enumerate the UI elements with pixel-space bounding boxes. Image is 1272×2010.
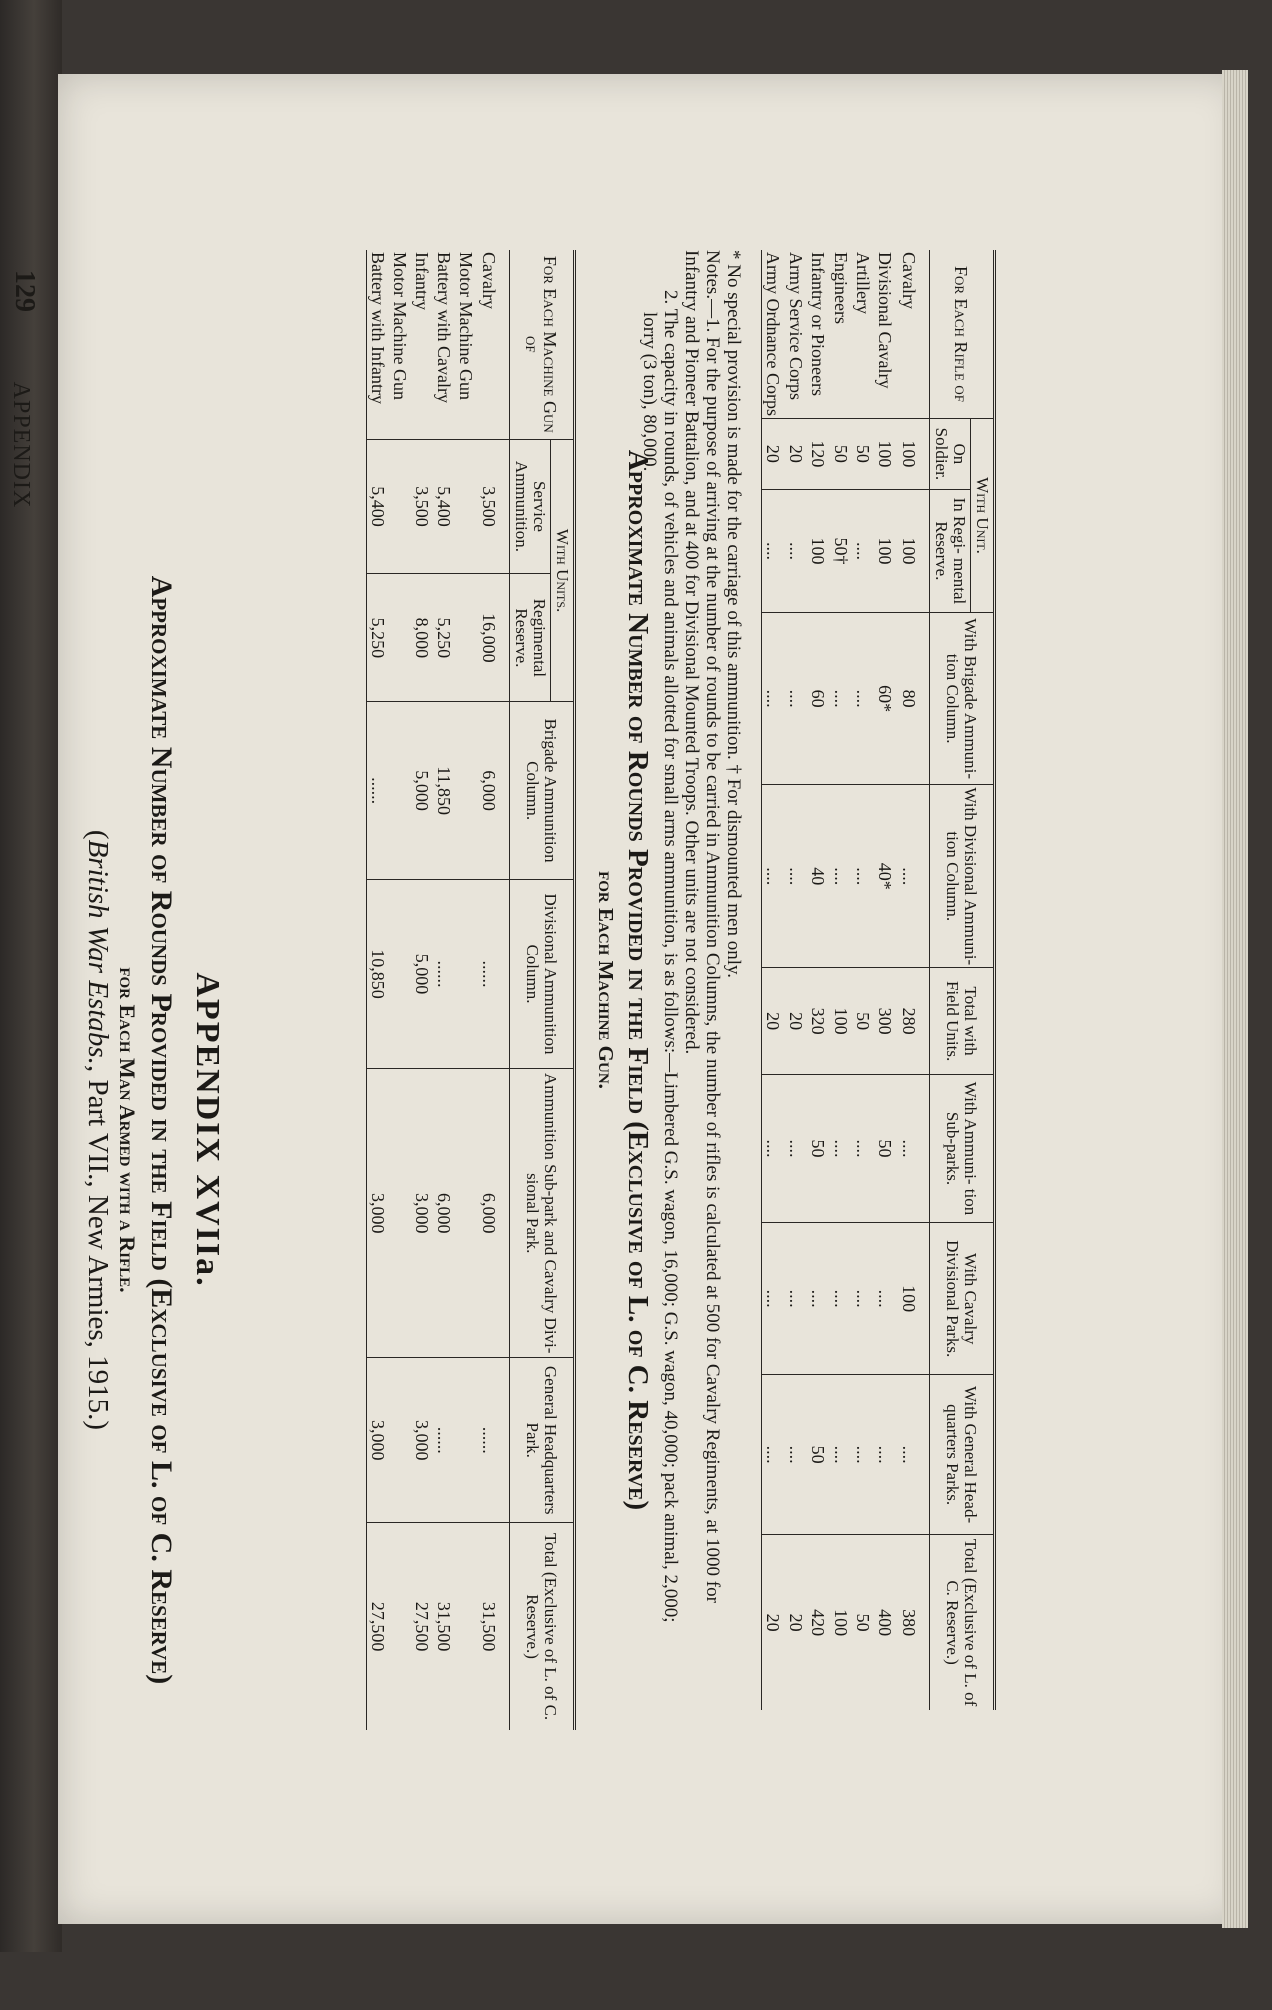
rifle-table-column-header: With Ammuni- tion Sub-parks. (930, 1074, 995, 1223)
rifle-table-cell: .... (829, 613, 851, 785)
rifle-table-cell: .... (852, 613, 874, 785)
rifle-table-cell: 50† (829, 489, 851, 612)
machine-gun-table-row (389, 250, 411, 1730)
rifle-table-row-label: Divisional Cavalry (875, 252, 896, 389)
title-machine-gun-line2: for Each Machine Gun. (594, 871, 618, 1089)
machine-gun-table-cell: 3,500 (411, 439, 433, 574)
title-rifle-line2: for Each Man Armed with a Rifle. (115, 967, 140, 1293)
machine-gun-table-column-header: Divisional Ammunition Column. (510, 879, 575, 1068)
rifle-table-cell: 60 (807, 613, 829, 785)
rifle-table-cell: 100 (897, 1223, 930, 1375)
rifle-table-cell: 100 (829, 968, 851, 1074)
rotated-page-content (0, 250, 1096, 2010)
machine-gun-table-cell (389, 439, 411, 574)
rifle-table-cell: 60* (874, 613, 896, 785)
rifle-table-cell: .... (852, 1223, 874, 1375)
machine-gun-table-row-label: Motor Machine Gun (456, 252, 477, 400)
rifle-table-cell: .... (829, 1223, 851, 1375)
rifle-table-cell: 100 (829, 1535, 851, 1710)
rifle-table-column-header: Total (Exclusive of L. of C. Reserve.) (930, 1535, 995, 1710)
rifle-table-cell: 50 (852, 418, 874, 489)
machine-gun-table-cell: 3,000 (367, 1069, 390, 1358)
machine-gun-table-cell (455, 574, 477, 702)
machine-gun-table-cell: 16,000 (477, 574, 509, 702)
machine-gun-table-column-header: Service Ammunition. (510, 439, 551, 574)
rifle-table-column-header: With Brigade Ammuni- tion Column. (930, 613, 995, 785)
rifle-table-cell: 20 (762, 968, 785, 1074)
machine-gun-table-cell: 3,000 (367, 1358, 390, 1523)
machine-gun-table-cell: ...... (477, 1358, 509, 1523)
machine-gun-table-cell (389, 574, 411, 702)
machine-gun-table-row-label: Infantry (412, 252, 433, 310)
machine-gun-table-cell (389, 1358, 411, 1523)
rifle-table-stub-header: For Each Rifle of (930, 250, 995, 418)
rifle-table-cell: .... (852, 1074, 874, 1223)
rifle-table-cell: .... (897, 785, 930, 968)
footnote: * No special provision is made for the carriage of this ammunition. † For dismounted men only. (723, 250, 744, 979)
rifle-table-cell: .... (785, 1074, 807, 1223)
rifle-table-cell: 100 (874, 489, 896, 612)
running-head: APPENDIX (8, 381, 34, 509)
page-number: 129 (9, 270, 40, 312)
rifle-table-cell: 40* (874, 785, 896, 968)
rifle-table-cell: .... (762, 613, 785, 785)
machine-gun-table-cell (389, 1523, 411, 1730)
rifle-table-cell: .... (785, 613, 807, 785)
rifle-table-cell: .... (852, 489, 874, 612)
rifle-table-column-header: In Regi- mental Reserve. (930, 489, 971, 612)
rifle-table-cell: 320 (807, 968, 829, 1074)
rifle-table-cell: 280 (897, 968, 930, 1074)
machine-gun-table-cell (389, 1069, 411, 1358)
rifle-table-row-label: Artillery (852, 252, 873, 314)
rifle-table-group-header: With Unit. (971, 418, 995, 612)
rifle-table-cell: 50 (807, 1074, 829, 1223)
machine-gun-table-group-header: With Units. (551, 439, 575, 702)
machine-gun-table-cell: ...... (477, 879, 509, 1068)
rifle-table-cell: 380 (897, 1535, 930, 1710)
machine-gun-table-cell: 8,000 (411, 574, 433, 702)
machine-gun-table-cell: 3,000 (411, 1069, 433, 1358)
rifle-table-cell: .... (762, 1375, 785, 1535)
note-1: Notes.—1. For the purpose of arriving at the number of rounds to be carried in Ammunition Columns, the number of rifles is calculated at 500 for Cavalry Regiments, at 1000 for Infantry and Pioneer Battalion, and at 400 for Divisional Mounted Troops. Other units are not considered. (681, 250, 723, 1603)
rifle-table-cell: .... (829, 1375, 851, 1535)
rifle-table-cell: .... (897, 1375, 930, 1535)
machine-gun-table-cell: 27,500 (411, 1523, 433, 1730)
rifle-table-cell: 420 (807, 1535, 829, 1710)
title-source-line: (British War Estabs., Part VII., New Armies, 1915.) (82, 829, 114, 1431)
machine-gun-table-cell (455, 1523, 477, 1730)
machine-gun-table-cell (389, 702, 411, 879)
machine-gun-table-row (367, 250, 390, 1730)
machine-gun-table-cell (389, 879, 411, 1068)
machine-gun-table-row-label: Battery with Cavalry (434, 252, 455, 403)
rifle-table-cell: 100 (897, 418, 930, 489)
rifle-table-cell: .... (785, 1223, 807, 1375)
rifle-table-column-header: On Soldier. (930, 418, 971, 489)
rifle-table-row (807, 250, 829, 1710)
rifle-table-cell: .... (829, 785, 851, 968)
rifle-table-cell: .... (807, 1223, 829, 1375)
rifle-table-column-header: With Cavalry Divisional Parks. (930, 1223, 995, 1375)
machine-gun-table-row-label: Cavalry (479, 252, 500, 309)
rifle-table-cell: 20 (762, 418, 785, 489)
machine-gun-table-cell: 5,000 (411, 879, 433, 1068)
machine-gun-table-cell: 5,400 (433, 439, 455, 574)
rifle-table-column-header: With General Head- quarters Parks. (930, 1375, 995, 1535)
machine-gun-table-cell (455, 1069, 477, 1358)
machine-gun-table-column-header: Ammunition Sub-park and Cavalry Divi- sional Park. (510, 1069, 575, 1358)
title-rifle-line1: Approximate Number of Rounds Provided in the Field (Exclusive of L. of C. Reserve) (145, 575, 178, 1685)
machine-gun-table-column-header: Total (Exclusive of L. of C. Reserve.) (510, 1523, 575, 1730)
machine-gun-table-cell (455, 879, 477, 1068)
rifle-table-cell: 50 (829, 418, 851, 489)
rifle-table-row-label: Infantry or Pioneers (808, 252, 829, 396)
rifle-table-cell: 100 (897, 489, 930, 612)
machine-gun-table-cell: ...... (433, 879, 455, 1068)
rifle-table-cell: 40 (807, 785, 829, 968)
rifle-table-cell: .... (785, 1375, 807, 1535)
rifle-table-cell: 100 (874, 418, 896, 489)
machine-gun-table-cell: 3,500 (477, 439, 509, 574)
rifle-table-cell: 400 (874, 1535, 896, 1710)
machine-gun-table-cell: 31,500 (477, 1523, 509, 1730)
rifle-table-row-label: Engineers (830, 252, 851, 324)
rifle-table-cell: 20 (785, 1535, 807, 1710)
machine-gun-table-column-header: General Headquarters Park. (510, 1358, 575, 1523)
rifle-table-cell: .... (874, 1375, 896, 1535)
rifle-table-cell: .... (762, 1223, 785, 1375)
rifle-table-cell: 50 (807, 1375, 829, 1535)
rifle-table-row (874, 250, 896, 1710)
rifle-table-column-header: Total with Field Units. (930, 968, 995, 1074)
notes-block (639, 250, 744, 1650)
machine-gun-table-column-header: Brigade Ammunition Column. (510, 702, 575, 879)
rifle-table-row (852, 250, 874, 1710)
machine-gun-table-cell: 11,850 (433, 702, 455, 879)
machine-gun-table-cell: 27,500 (367, 1523, 390, 1730)
machine-gun-table-row (477, 250, 509, 1730)
machine-gun-table-row-label: Motor Machine Gun (390, 252, 411, 400)
rifle-table-row (829, 250, 851, 1710)
rifle-table-cell: 100 (807, 489, 829, 612)
rifle-table-cell: 120 (807, 418, 829, 489)
rifle-table-row (762, 250, 785, 1710)
rifle-table-cell: 300 (874, 968, 896, 1074)
machine-gun-table-cell: 5,400 (367, 439, 390, 574)
rifle-table-cell: .... (897, 1074, 930, 1223)
machine-gun-table-cell: ...... (433, 1358, 455, 1523)
machine-gun-table-cell: ...... (367, 702, 390, 879)
machine-gun-table-cell: 10,850 (367, 879, 390, 1068)
rifle-table-row (785, 250, 807, 1710)
machine-gun-table-cell (455, 1358, 477, 1523)
rifle-table-row-label: Army Ordnance Corps (763, 252, 784, 416)
machine-gun-table-cell: 6,000 (477, 702, 509, 879)
machine-gun-table-row (455, 250, 477, 1730)
machine-gun-table-cell: 5,250 (367, 574, 390, 702)
title-machine-gun-line1: Approximate Number of Rounds Provided in the Field (Exclusive of L. of C. Reserve) (622, 449, 654, 1511)
rifle-table-cell: .... (852, 1375, 874, 1535)
rifle-table-column-header: With Divisional Ammuni- tion Column. (930, 785, 995, 968)
rifle-table-cell: 20 (762, 1535, 785, 1710)
rifle-table-cell: 20 (785, 418, 807, 489)
rifle-table-cell: .... (762, 785, 785, 968)
machine-gun-table-cell: 3,000 (411, 1358, 433, 1523)
rifle-table-row (897, 250, 930, 1710)
machine-gun-table (366, 250, 576, 1730)
rifle-table-cell: 20 (785, 968, 807, 1074)
rifle-table-cell: .... (852, 785, 874, 968)
note-2: 2. The capacity in rounds, of vehicles and animals allotted for small arms ammunition, is as follows:—Limbered G.S. wagon, 16,000; G.S. wagon, 40,000; pack animal, 2,000; lorry (3 ton), 80,000. (639, 290, 681, 1623)
machine-gun-table-cell: 6,000 (433, 1069, 455, 1358)
rifle-table-cell: .... (762, 1074, 785, 1223)
machine-gun-table-column-header: Regimental Reserve. (510, 574, 551, 702)
machine-gun-table-cell: 6,000 (477, 1069, 509, 1358)
rifle-table-cell: .... (762, 489, 785, 612)
machine-gun-table-row-label: Battery with Infantry (368, 252, 389, 404)
rifle-table-cell: .... (874, 1223, 896, 1375)
rifle-table-row-label: Army Service Corps (785, 252, 806, 400)
rifle-table-cell: 50 (852, 1535, 874, 1710)
rifle-table (761, 250, 996, 1710)
machine-gun-table-row (433, 250, 455, 1730)
rifle-table-cell: .... (785, 785, 807, 968)
machine-gun-table-cell: 5,000 (411, 702, 433, 879)
machine-gun-table-cell: 31,500 (433, 1523, 455, 1730)
rifle-table-cell: 80 (897, 613, 930, 785)
machine-gun-table-cell: 5,250 (433, 574, 455, 702)
page-edges (1222, 70, 1248, 1928)
rifle-table-cell: .... (785, 489, 807, 612)
rifle-table-row-label: Cavalry (898, 252, 919, 309)
appendix-title: APPENDIX XVIIa. (189, 972, 226, 1288)
machine-gun-table-cell (455, 439, 477, 574)
rifle-table-cell: .... (829, 1074, 851, 1223)
machine-gun-table-cell (455, 702, 477, 879)
machine-gun-table-stub-header: For Each Machine Gun of (510, 250, 575, 439)
rifle-table-cell: 50 (874, 1074, 896, 1223)
rifle-table-cell: 50 (852, 968, 874, 1074)
machine-gun-table-row (411, 250, 433, 1730)
